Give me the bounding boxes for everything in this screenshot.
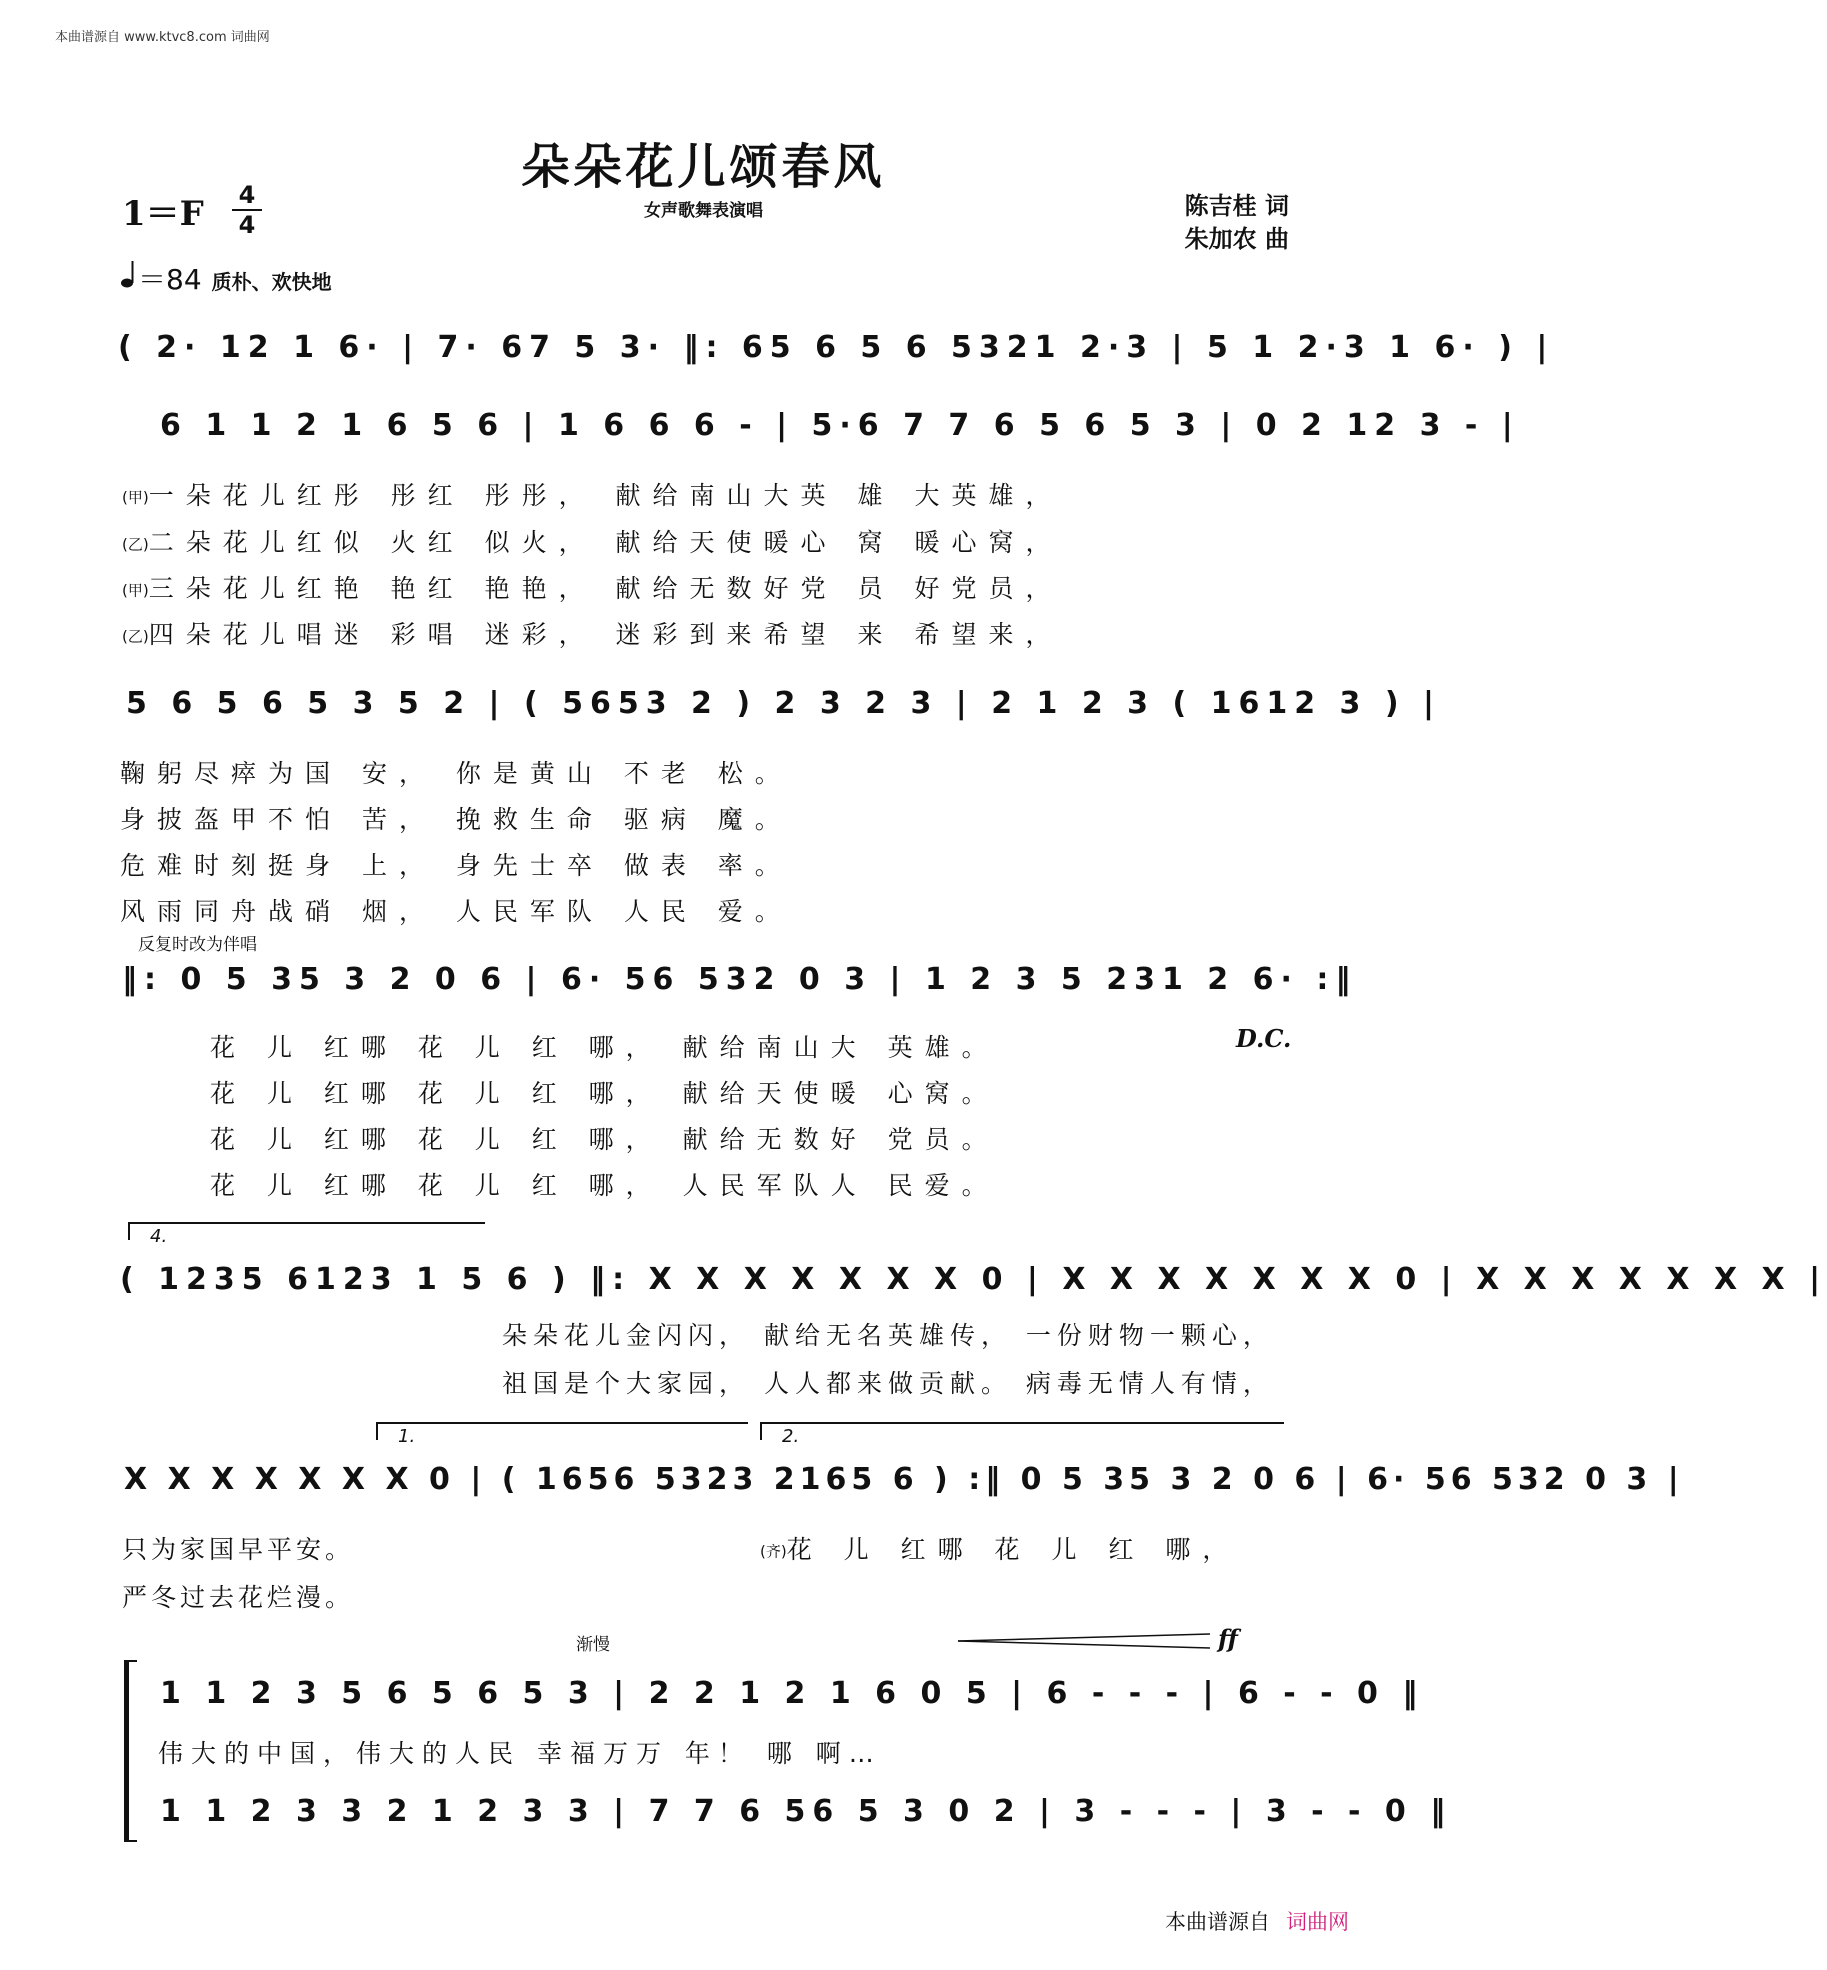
lyric-row-2-verse-4: 风雨同舟战硝 烟， 人民军队 人民 爱。 [120, 897, 792, 926]
staff-row-4: ( 1235 6123 1 5 6 ) ‖: X X X X X X X 0 | X X X X X X X 0 | X X X X X X X | [120, 1262, 1827, 1297]
lyric-row-5-verse-2: 严冬过去花烂漫。 [122, 1583, 355, 1612]
volta-1: 1. [376, 1422, 748, 1440]
staff-row-6-upper: 1 1 2 3 5 6 5 6 5 3 | 2 2 1 2 1 6 0 5 | 6 - - - | 6 - - 0 ‖ [160, 1676, 1425, 1711]
staff-row-3: ‖: 0 5 35 3 2 0 6 | 6· 56 532 0 3 | 1 2 3 5 231 2 6· :‖ [122, 962, 1358, 997]
dynamic-mark: ff [1218, 1624, 1238, 1653]
lyric-row-2-verse-2: 身披盔甲不怕 苦， 挽救生命 驱病 魔。 [120, 805, 792, 834]
lyric-row-3-verse-4: 花 儿 红哪 花 儿 红 哪， 人民军队人 民爱。 [210, 1171, 999, 1200]
time-top: 4 [238, 181, 256, 209]
staff-row-6-lower: 1 1 2 3 3 2 1 2 3 3 | 7 7 6 56 5 3 0 2 | 3 - - - | 3 - - 0 ‖ [160, 1794, 1453, 1829]
staff-row-1: 6 1 1 2 1 6 5 6 | 1 6 6 6 - | 5·6 7 7 6 5 6 5 3 | 0 2 12 3 - | [160, 408, 1520, 443]
footer-source: 本曲谱源自 [1165, 1910, 1270, 1934]
key-signature: 1＝F [122, 194, 204, 234]
system-brace [124, 1660, 137, 1842]
lyric-row-3-verse-3: 花 儿 红哪 花 儿 红 哪， 献给无数好 党员。 [210, 1125, 999, 1154]
crescendo-hairpin [956, 1632, 1212, 1650]
tempo-change-mark: 渐慢 [576, 1635, 610, 1655]
tempo-marking [120, 258, 332, 298]
song-subtitle: 女声歌舞表演唱 [644, 201, 763, 221]
lyric-row-1-verse-1: (甲)一朵花儿红彤 彤红 彤彤， 献给南山大英 雄 大英雄， [122, 481, 1063, 510]
right-watermark-strip [1393, 0, 1405, 1970]
quarter-note-icon [120, 259, 138, 289]
lyric-row-1-verse-2: (乙)二朵花儿红似 火红 似火， 献给天使暖心 窝 暖心窝， [122, 528, 1063, 557]
lyric-row-1-verse-3: (甲)三朵花儿红艳 艳红 艳艳， 献给无数好党 员 好党员， [122, 574, 1063, 603]
lyric-row-2-verse-3: 危难时刻挺身 上， 身先士卒 做表 率。 [120, 851, 792, 880]
composer: 朱加农 曲 [1184, 225, 1289, 253]
staff-row-intro: ( 2· 12 1 6· | 7· 67 5 3· ‖: 65 6 5 6 5321 2·3 | 5 1 2·3 1 6· ) | [118, 330, 1555, 365]
left-watermark-strip [2, 0, 14, 1970]
lyric-row-3-verse-2: 花 儿 红哪 花 儿 红 哪， 献给天使暖 心窝。 [210, 1079, 999, 1108]
repeat-note: 反复时改为伴唱 [138, 935, 257, 955]
lyric-row-4-verse-1: 朵朵花儿金闪闪， 献给无名英雄传， 一份财物一颗心， [502, 1321, 1274, 1350]
lyric-row-2-verse-1: 鞠躬尽瘁为国 安， 你是黄山 不老 松。 [120, 759, 792, 788]
tempo-value: ＝84 [138, 263, 202, 296]
volta-4: 4. [128, 1222, 485, 1240]
tempo-mood: 质朴、欢快地 [211, 270, 332, 294]
time-bottom: 4 [238, 211, 256, 239]
footer-brand: 词曲网 [1286, 1910, 1349, 1934]
time-signature [232, 182, 262, 238]
da-capo-mark: D.C. [1236, 1024, 1292, 1053]
lyric-row-3-verse-1: 花 儿 红哪 花 儿 红 哪， 献给南山大 英雄。 [210, 1033, 999, 1062]
lyric-row-5-chorus: (齐)花 儿 红哪 花 儿 红 哪， [760, 1535, 1240, 1564]
staff-row-2: 5 6 5 6 5 3 5 2 | ( 5653 2 ) 2 3 2 3 | 2 1 2 3 ( 1612 3 ) | [126, 686, 1441, 721]
lyric-row-4-verse-2: 祖国是个大家园， 人人都来做贡献。 病毒无情人有情， [502, 1369, 1274, 1398]
staff-row-5: X X X X X X X 0 | ( 1656 5323 2165 6 ) :‖ 0 5 35 3 2 0 6 | 6· 56 532 0 3 | [124, 1462, 1684, 1497]
volta-2: 2. [760, 1422, 1284, 1440]
lyric-row-5-verse-1: 只为家国早平安。 [122, 1535, 355, 1564]
credits [1185, 190, 1289, 256]
lyric-row-1-verse-4: (乙)四朵花儿唱迷 彩唱 迷彩， 迷彩到来希望 来 希望来， [122, 620, 1063, 649]
lyricist: 陈吉桂 词 [1184, 192, 1289, 220]
source-line: 本曲谱源自 www.ktvc8.com 词曲网 [55, 30, 270, 45]
footer-credit [1165, 1906, 1349, 1936]
lyric-row-6: 伟大的中国，伟大的人民 幸福万万 年！ 哪 啊… [158, 1739, 882, 1768]
song-title: 朵朵花儿颂春风 [521, 139, 886, 195]
